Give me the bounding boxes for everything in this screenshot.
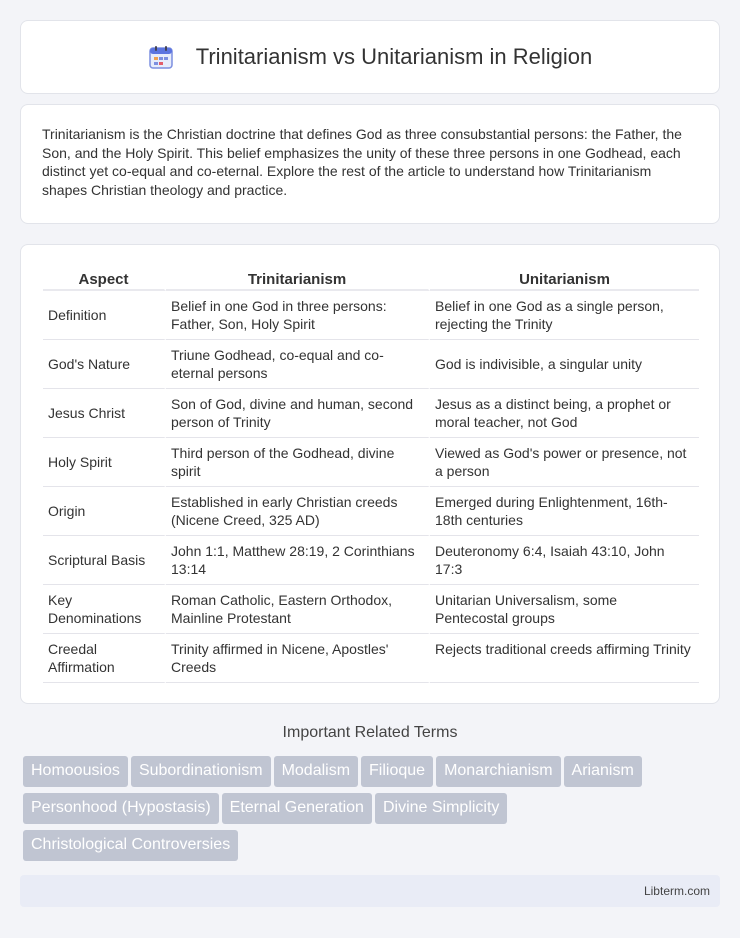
trinitarianism-cell: Third person of the Godhead, divine spirit [166,438,430,487]
aspect-cell: Key Denominations [43,585,166,634]
intro-section [20,104,720,224]
unitarianism-cell: Rejects traditional creeds affirming Trinity [430,634,699,683]
comparison-section [20,244,720,704]
table-row [43,389,699,438]
trinitarianism-cell: Son of God, divine and human, second person of Trinity [166,389,430,438]
intro-text: Trinitarianism is the Christian doctrine that defines God as three consubstantial persons: the Father, the Son, and the Holy Spirit. This belief emphasizes the unity of these three persons in one Godhead, each distinct yet co-equal and co-eternal. Explore the rest of the article to understand how Trinitarianism shapes Christian theology and practice. [42,126,682,198]
footer[interactable]: Libterm.com [20,875,720,907]
related-term-tag[interactable]: Divine Simplicity [375,793,507,824]
table-row [43,438,699,487]
unitarianism-cell: Belief in one God as a single person, rejecting the Trinity [430,291,699,340]
related-term-tag[interactable]: Subordinationism [131,756,271,787]
related-term-tag[interactable]: Personhood (Hypostasis) [23,793,219,824]
table-header-row [43,265,699,291]
related-term-tag[interactable]: Arianism [564,756,642,787]
column-header: Unitarianism [430,265,699,291]
page-header [20,20,720,94]
unitarianism-cell: God is indivisible, a singular unity [430,340,699,389]
trinitarianism-cell: Roman Catholic, Eastern Orthodox, Mainline Protestant [166,585,430,634]
related-term-tag[interactable]: Modalism [274,756,358,787]
column-header: Aspect [43,265,166,291]
comparison-table [43,265,699,683]
related-term-tag[interactable]: Filioque [361,756,433,787]
trinitarianism-cell: Belief in one God in three persons: Father, Son, Holy Spirit [166,291,430,340]
table-row [43,487,699,536]
table-row [43,585,699,634]
trinitarianism-cell: Established in early Christian creeds (Nicene Creed, 325 AD) [166,487,430,536]
unitarianism-cell: Viewed as God's power or presence, not a person [430,438,699,487]
unitarianism-cell: Unitarian Universalism, some Pentecostal groups [430,585,699,634]
aspect-cell: Creedal Affirmation [43,634,166,683]
aspect-cell: Origin [43,487,166,536]
aspect-cell: Holy Spirit [43,438,166,487]
trinitarianism-cell: Trinity affirmed in Nicene, Apostles' Creeds [166,634,430,683]
related-term-tag[interactable]: Homoousios [23,756,128,787]
calendar-icon [148,44,174,70]
page-title: Trinitarianism vs Unitarianism in Religion [195,44,593,69]
related-terms-title: Important Related Terms [282,724,458,741]
related-term-tag[interactable]: Monarchianism [436,756,560,787]
aspect-cell: God's Nature [43,340,166,389]
aspect-cell: Scriptural Basis [43,536,166,585]
trinitarianism-cell: Triune Godhead, co-equal and co-eternal persons [166,340,430,389]
aspect-cell: Definition [43,291,166,340]
trinitarianism-cell: John 1:1, Matthew 28:19, 2 Corinthians 13:14 [166,536,430,585]
table-row [43,536,699,585]
unitarianism-cell: Emerged during Enlightenment, 16th-18th centuries [430,487,699,536]
unitarianism-cell: Jesus as a distinct being, a prophet or moral teacher, not God [430,389,699,438]
table-row [43,340,699,389]
related-term-tag[interactable]: Christological Controversies [23,830,238,861]
aspect-cell: Jesus Christ [43,389,166,438]
unitarianism-cell: Deuteronomy 6:4, Isaiah 43:10, John 17:3 [430,536,699,585]
table-row [43,291,699,340]
related-term-tag[interactable]: Eternal Generation [222,793,372,824]
related-terms-list [23,756,723,867]
table-row [43,634,699,683]
column-header: Trinitarianism [166,265,430,291]
